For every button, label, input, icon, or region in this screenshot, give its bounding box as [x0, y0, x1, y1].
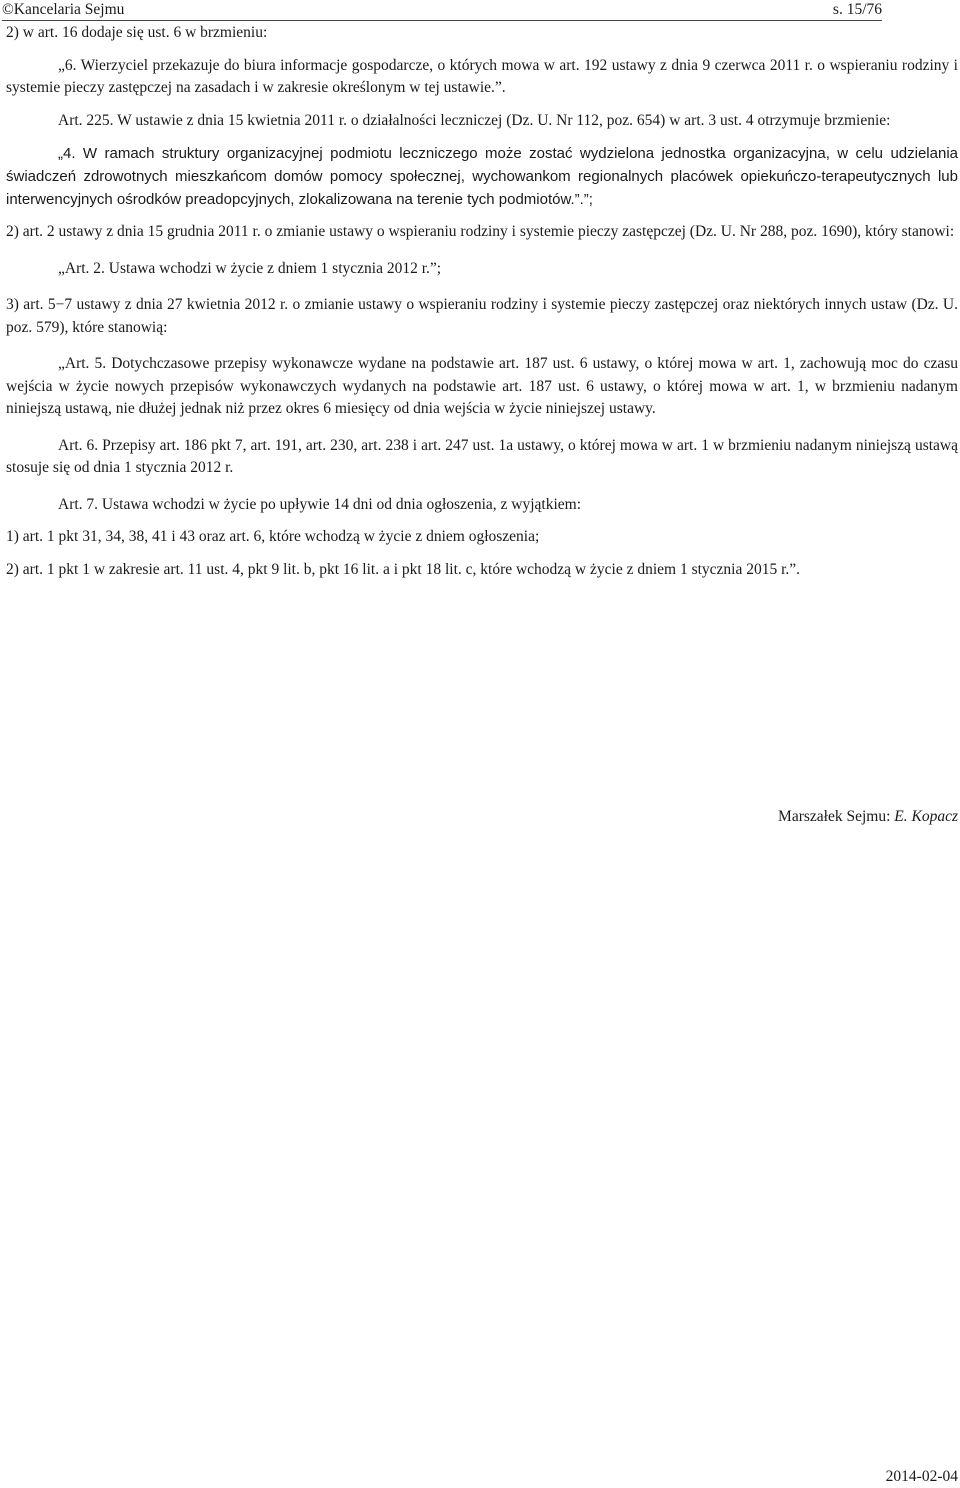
- paragraph-quoted-art-5: „Art. 5. Dotychczasowe przepisy wykonawcze wydane na podstawie art. 187 ust. 6 ustawy, o której mowa w art. 1, zachowują moc do czasu wejścia w życie nowych przepisów wykonawczych wydanych na podstawie art. 187 ust. 6 ustawy, o której mowa w art. 1, w brzmieniu nadanym niniejszą ustawą, nie dłużej jednak niż przez okres 6 miesięcy od dnia wejścia w życie niniejszej ustawy.: [6, 355, 958, 417]
- header-publisher: ©Kancelaria Sejmu: [2, 1, 125, 18]
- signature-block: [778, 808, 958, 826]
- paragraph-art-7-item-2: 2) art. 1 pkt 1 w zakresie art. 11 ust. 4, pkt 9 lit. b, pkt 16 lit. a i pkt 18 lit. c, które wchodzą w życie z dniem 1 stycznia 2015 r.”.: [6, 560, 801, 578]
- paragraph-quoted-ust-6: „6. Wierzyciel przekazuje do biura informacje gospodarcze, o których mowa w art. 192 ustawy z dnia 9 czerwca 2011 r. o wspieraniu rodziny i systemie pieczy zastępczej na zasadach i w zakresie określonym w tej ustawie.”.: [6, 56, 958, 96]
- paragraph-art-6: Art. 6. Przepisy art. 186 pkt 7, art. 191, art. 230, art. 238 i art. 247 ust. 1a ustawy, o której mowa w art. 1 w brzmieniu nadanym niniejszą ustawą stosuje się od dnia 1 stycznia 2012 r.: [6, 436, 958, 476]
- footer-date: 2014-02-04: [885, 1468, 958, 1485]
- paragraph-art-7: Art. 7. Ustawa wchodzi w życie po upływie 14 dni od dnia ogłoszenia, z wyjątkiem:: [58, 495, 581, 513]
- paragraph-item-2: 2) art. 2 ustawy z dnia 15 grudnia 2011 r. o zmianie ustawy o wspieraniu rodziny i systemie pieczy zastępczej (Dz. U. Nr 288, poz. 1690), który stanowi:: [6, 223, 955, 240]
- signature-name: E. Kopacz: [894, 808, 958, 825]
- signature-role: Marszałek Sejmu:: [778, 808, 895, 825]
- paragraph-art-225: Art. 225. W ustawie z dnia 15 kwietnia 2011 r. o działalności leczniczej (Dz. U. Nr 112, poz. 654) w art. 3 ust. 4 otrzymuje brzmienie:: [58, 111, 891, 129]
- paragraph-quoted-ust-4: „4. W ramach struktury organizacyjnej podmiotu leczniczego może zostać wydzielona jednostka organizacyjna, w celu udzielania świadczeń zdrowotnych mieszkańcom domów pomocy społecznej, wychowankom regionalnych placówek opiekuńczo-terapeutycznych lub interwencyjnych ośrodków preadopcyjnych, zlokalizowana na terenie tych podmiotów.”.”;: [6, 145, 958, 208]
- paragraph-art-7-item-1: 1) art. 1 pkt 31, 34, 38, 41 i 43 oraz art. 6, które wchodzą w życie z dniem ogłoszenia;: [6, 528, 540, 545]
- document-body: [6, 22, 958, 581]
- header-page-number: s. 15/76: [832, 1, 882, 18]
- paragraph-item-3: 3) art. 5−7 ustawy z dnia 27 kwietnia 2012 r. o zmianie ustawy o wspieraniu rodziny i systemie pieczy zastępczej oraz niektórych innych ustaw (Dz. U. poz. 579), które stanowią:: [6, 296, 958, 336]
- paragraph-quoted-art-2: „Art. 2. Ustawa wchodzi w życie z dniem 1 stycznia 2012 r.”;: [58, 259, 442, 277]
- page-header: [2, 0, 882, 21]
- paragraph-amendment-intro: 2) w art. 16 dodaje się ust. 6 w brzmieniu:: [6, 24, 268, 41]
